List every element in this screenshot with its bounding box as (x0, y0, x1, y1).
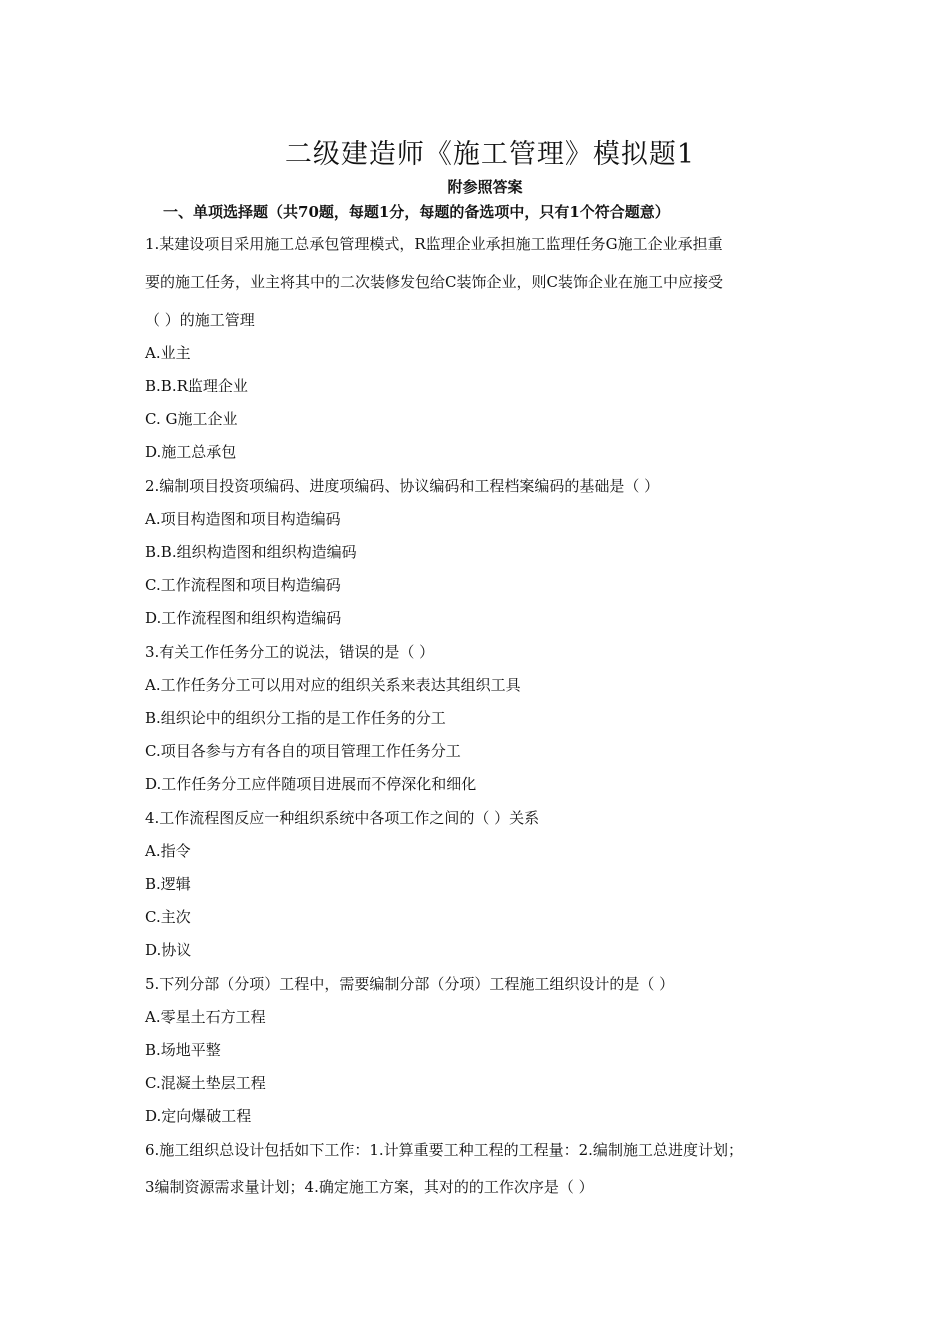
question-text: 1.某建设项目采用施工总承包管理模式，R监理企业承担施工监理任务G施工企业承担重 (145, 235, 723, 253)
question-text: 5.下列分部（分项）工程中，需要编制分部（分项）工程施工组织设计的是（ ） (145, 975, 675, 993)
section-heading: 一、单项选择题（共70题，每题1分，每题的备选项中，只有1个符合题意） (163, 203, 670, 221)
answer-option: A.项目构造图和项目构造编码 (145, 510, 341, 528)
answer-option: A.指令 (145, 842, 191, 860)
question-text: 2.编制项目投资项编码、进度项编码、协议编码和工程档案编码的基础是（ ） (145, 477, 660, 495)
answer-option: A.工作任务分工可以用对应的组织关系来表达其组织工具 (145, 676, 521, 694)
answer-option: C.项目各参与方有各自的项目管理工作任务分工 (145, 742, 461, 760)
question-text: （ ）的施工管理 (145, 311, 255, 329)
answer-option: C.混凝土垫层工程 (145, 1074, 266, 1092)
answer-option: B.B.组织构造图和组织构造编码 (145, 543, 357, 561)
answer-option: D.工作任务分工应伴随项目进展而不停深化和细化 (145, 775, 477, 793)
question-text: 3编制资源需求量计划；4.确定施工方案，其对的的工作次序是（ ） (145, 1178, 594, 1196)
answer-option: D.工作流程图和组织构造编码 (145, 609, 342, 627)
question-text: 4.工作流程图反应一种组织系统中各项工作之间的（ ）关系 (145, 809, 540, 827)
answer-option: B.组织论中的组织分工指的是工作任务的分工 (145, 709, 446, 727)
answer-option: C.工作流程图和项目构造编码 (145, 576, 341, 594)
answer-option: D.协议 (145, 941, 192, 959)
question-text: 6.施工组织总设计包括如下工作：1.计算重要工种工程的工程量：2.编制施工总进度计划； (145, 1141, 743, 1159)
answer-option: C. G施工企业 (145, 410, 238, 428)
answer-option: D.定向爆破工程 (145, 1107, 252, 1125)
answer-option: A.业主 (145, 344, 191, 362)
answer-option: D.施工总承包 (145, 443, 237, 461)
document-subtitle: 附参照答案 (447, 178, 523, 196)
answer-option: B.B.R监理企业 (145, 377, 248, 395)
answer-option: C.主次 (145, 908, 191, 926)
answer-option: A.零星土石方工程 (145, 1008, 266, 1026)
question-text: 要的施工任务，业主将其中的二次装修发包给C装饰企业，则C装饰企业在施工中应接受 (145, 273, 723, 291)
document-title: 二级建造师《施工管理》模拟题1 (284, 139, 696, 170)
answer-option: B.场地平整 (145, 1041, 221, 1059)
question-text: 3.有关工作任务分工的说法，错误的是（ ） (145, 643, 435, 661)
answer-option: B.逻辑 (145, 875, 191, 893)
